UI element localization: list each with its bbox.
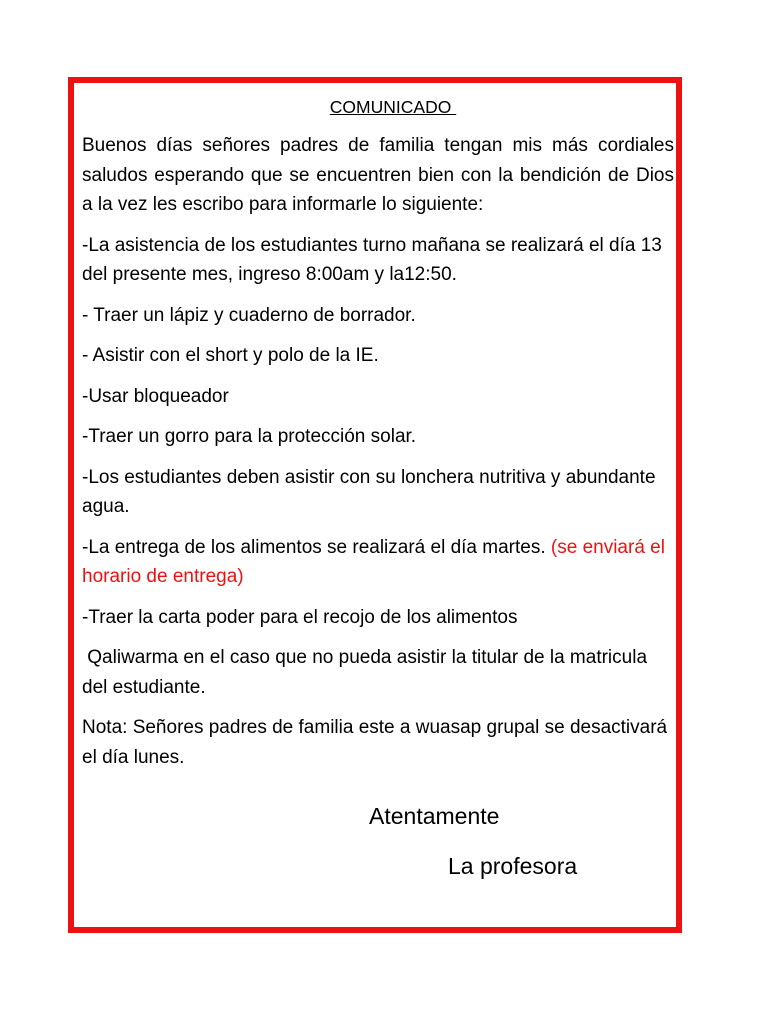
note-paragraph: Nota: Señores padres de familia este a wuasap grupal se desactivará el día lunes. — [82, 717, 673, 768]
document-frame — [68, 77, 682, 933]
intro-paragraph: Buenos días señores padres de familia tengan mis más cordiales saludos esperando que se encuentren bien con la bendición de Dios a la vez les escribo para informarle lo siguiente: — [82, 135, 680, 215]
food-delivery-highlight: (se enviará el horario de entrega) — [82, 536, 671, 587]
item-pencil-notebook: - Traer un lápiz y cuaderno de borrador. — [82, 304, 416, 326]
item-lunchbox: -Los estudiantes deben asistir con su lonchera nutritiva y abundante agua. — [82, 466, 661, 517]
item-power-of-attorney-continued: Qaliwarma en el caso que no pueda asistir la titular de la matricula del estudiante. — [82, 647, 653, 698]
food-delivery-text: -La entrega de los alimentos se realizará el día martes. — [82, 536, 551, 558]
signature-text: La profesora — [448, 853, 578, 879]
item-uniform: - Asistir con el short y polo de la IE. — [82, 345, 379, 366]
closing-text: Atentamente — [369, 803, 500, 829]
item-attendance: -La asistencia de los estudiantes turno mañana se realizará el día 13 del presente mes, ingreso 8:00am y la12:50. — [82, 234, 668, 285]
document-title: COMUNICADO — [329, 97, 457, 117]
item-power-of-attorney: -Traer la carta poder para el recojo de los alimentos — [82, 606, 518, 628]
item-hat: -Traer un gorro para la protección solar. — [82, 426, 417, 447]
item-food-delivery — [82, 533, 674, 592]
document-body — [82, 131, 680, 783]
item-sunscreen: -Usar bloqueador — [82, 385, 229, 407]
